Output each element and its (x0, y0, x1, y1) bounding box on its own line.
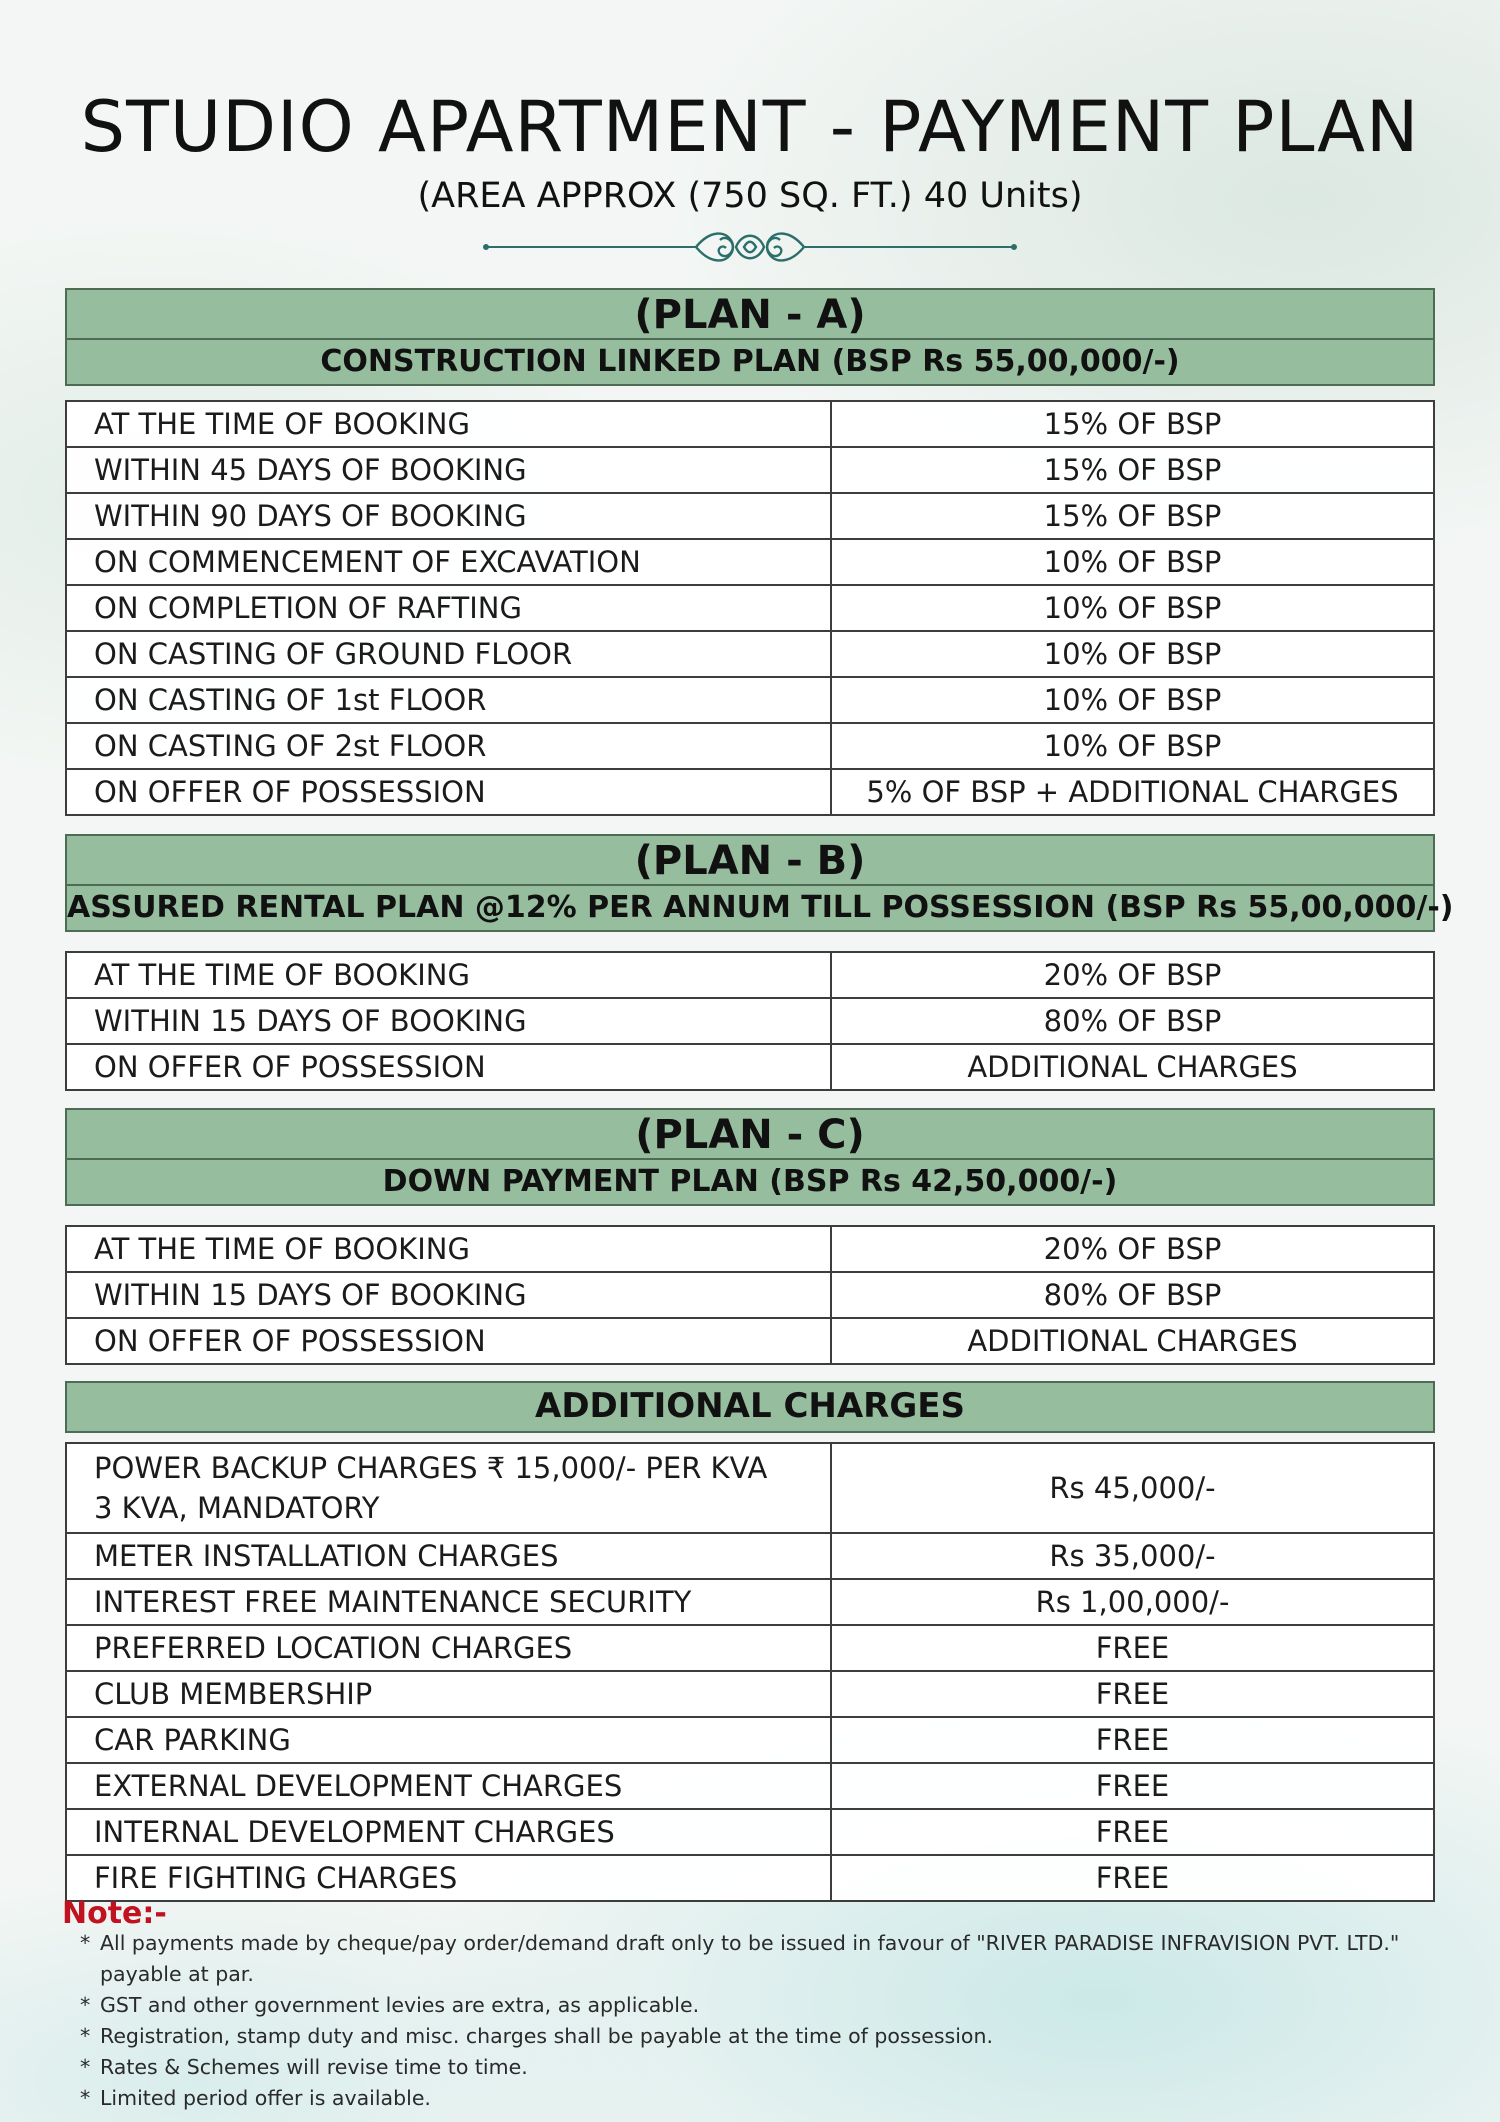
note-line: Registration, stamp duty and misc. charges shall be payable at the time of possession. (100, 2024, 993, 2048)
table-row (66, 1809, 1434, 1855)
plan-c-title: (PLAN - C) (67, 1110, 1433, 1160)
table-row (66, 1226, 1434, 1272)
bullet: * (80, 1993, 91, 2017)
table-row (66, 447, 1434, 493)
payment-stage: AT THE TIME OF BOOKING (66, 401, 831, 447)
payment-amount: ADDITIONAL CHARGES (831, 1318, 1434, 1364)
list-item (80, 1928, 1460, 1990)
list-item (80, 1990, 1460, 2021)
table-row (66, 1717, 1434, 1763)
page-subtitle: (AREA APPROX (750 SQ. FT.) 40 Units) (417, 176, 1083, 216)
payment-amount: 15% OF BSP (831, 493, 1434, 539)
table-row (66, 1318, 1434, 1364)
note-line: payable at par. (100, 1962, 254, 1986)
payment-amount: 80% OF BSP (831, 998, 1434, 1044)
charge-item: EXTERNAL DEVELOPMENT CHARGES (66, 1763, 831, 1809)
bullet: * (80, 2024, 91, 2048)
plan-b-subtitle: ASSURED RENTAL PLAN @12% PER ANNUM TILL POSSESSION (BSP Rs 55,00,000/-) (67, 890, 1454, 925)
charge-item: INTEREST FREE MAINTENANCE SECURITY (66, 1579, 831, 1625)
table-row (66, 1855, 1434, 1901)
table-row (66, 1443, 1434, 1533)
charge-item: METER INSTALLATION CHARGES (66, 1533, 831, 1579)
note-heading: Note:- (62, 1896, 167, 1931)
charge-item: PREFERRED LOCATION CHARGES (66, 1625, 831, 1671)
additional-charges-header (65, 1381, 1435, 1433)
payment-stage: ON COMMENCEMENT OF EXCAVATION (66, 539, 831, 585)
table-row (66, 1533, 1434, 1579)
plan-c-table (65, 1225, 1435, 1365)
payment-stage: WITHIN 15 DAYS OF BOOKING (66, 1272, 831, 1318)
payment-amount: 10% OF BSP (831, 677, 1434, 723)
payment-amount: 20% OF BSP (831, 952, 1434, 998)
bullet: * (80, 2086, 91, 2110)
payment-stage: ON CASTING OF 2st FLOOR (66, 723, 831, 769)
charge-amount: FREE (831, 1717, 1434, 1763)
payment-amount: 10% OF BSP (831, 539, 1434, 585)
note-line: GST and other government levies are extra, as applicable. (100, 1993, 700, 2017)
charge-amount: FREE (831, 1625, 1434, 1671)
scroll-ornament-icon (482, 222, 1018, 272)
payment-amount: 10% OF BSP (831, 723, 1434, 769)
table-row (66, 952, 1434, 998)
payment-stage: AT THE TIME OF BOOKING (66, 1226, 831, 1272)
plan-b-table (65, 951, 1435, 1091)
additional-charges-table (65, 1442, 1435, 1902)
notes-list (80, 1928, 1460, 2114)
charge-amount: Rs 45,000/- (831, 1443, 1434, 1533)
note-line: All payments made by cheque/pay order/demand draft only to be issued in favour of "RIVER PARADISE INFRAVISION PVT. LTD." (100, 1931, 1400, 1955)
table-row (66, 1763, 1434, 1809)
list-item (80, 2052, 1460, 2083)
charge-item-line: 3 KVA, MANDATORY (94, 1491, 380, 1525)
payment-stage: ON OFFER OF POSSESSION (66, 1318, 831, 1364)
payment-amount: 15% OF BSP (831, 401, 1434, 447)
payment-stage: ON OFFER OF POSSESSION (66, 769, 831, 815)
charge-item-line: POWER BACKUP CHARGES ₹ 15,000/- PER KVA (94, 1451, 768, 1485)
table-row (66, 1272, 1434, 1318)
payment-stage: WITHIN 15 DAYS OF BOOKING (66, 998, 831, 1044)
bullet: * (80, 1931, 91, 1955)
charge-amount: Rs 1,00,000/- (831, 1579, 1434, 1625)
table-row (66, 769, 1434, 815)
plan-a-table (65, 400, 1435, 816)
payment-stage: AT THE TIME OF BOOKING (66, 952, 831, 998)
charge-item: FIRE FIGHTING CHARGES (66, 1855, 831, 1901)
note-line: Limited period offer is available. (100, 2086, 431, 2110)
table-row (66, 493, 1434, 539)
bullet: * (80, 2055, 91, 2079)
plan-b-header (65, 834, 1454, 932)
payment-stage: WITHIN 45 DAYS OF BOOKING (66, 447, 831, 493)
note-line: Rates & Schemes will revise time to time. (100, 2055, 528, 2079)
table-row (66, 1579, 1434, 1625)
table-row (66, 1671, 1434, 1717)
table-row (66, 631, 1434, 677)
additional-charges-title: ADDITIONAL CHARGES (535, 1386, 965, 1426)
payment-amount: 80% OF BSP (831, 1272, 1434, 1318)
charge-item: CLUB MEMBERSHIP (66, 1671, 831, 1717)
charge-item: CAR PARKING (66, 1717, 831, 1763)
list-item (80, 2083, 1460, 2114)
plan-a-header (65, 288, 1435, 386)
table-row (66, 998, 1434, 1044)
charge-amount: FREE (831, 1855, 1434, 1901)
payment-stage: ON OFFER OF POSSESSION (66, 1044, 831, 1090)
payment-amount: 10% OF BSP (831, 585, 1434, 631)
plan-a-subtitle: CONSTRUCTION LINKED PLAN (BSP Rs 55,00,000/-) (320, 344, 1180, 379)
payment-stage: ON CASTING OF GROUND FLOOR (66, 631, 831, 677)
charge-item (66, 1443, 831, 1533)
table-row (66, 539, 1434, 585)
table-row (66, 401, 1434, 447)
payment-amount: 20% OF BSP (831, 1226, 1434, 1272)
table-row (66, 677, 1434, 723)
table-row (66, 1625, 1434, 1671)
payment-stage: ON CASTING OF 1st FLOOR (66, 677, 831, 723)
table-row (66, 1044, 1434, 1090)
charge-amount: FREE (831, 1763, 1434, 1809)
payment-stage: ON COMPLETION OF RAFTING (66, 585, 831, 631)
charge-amount: FREE (831, 1809, 1434, 1855)
plan-c-header (65, 1108, 1435, 1206)
plan-c-subtitle: DOWN PAYMENT PLAN (BSP Rs 42,50,000/-) (382, 1164, 1118, 1199)
payment-amount: 15% OF BSP (831, 447, 1434, 493)
payment-amount: 5% OF BSP + ADDITIONAL CHARGES (831, 769, 1434, 815)
charge-item: INTERNAL DEVELOPMENT CHARGES (66, 1809, 831, 1855)
payment-stage: WITHIN 90 DAYS OF BOOKING (66, 493, 831, 539)
table-row (66, 585, 1434, 631)
plan-b-title: (PLAN - B) (67, 836, 1433, 886)
charge-amount: Rs 35,000/- (831, 1533, 1434, 1579)
list-item (80, 2021, 1460, 2052)
charge-amount: FREE (831, 1671, 1434, 1717)
page-title: STUDIO APARTMENT - PAYMENT PLAN (80, 86, 1420, 168)
plan-a-title: (PLAN - A) (67, 290, 1433, 340)
table-row (66, 723, 1434, 769)
payment-amount: ADDITIONAL CHARGES (831, 1044, 1434, 1090)
payment-amount: 10% OF BSP (831, 631, 1434, 677)
